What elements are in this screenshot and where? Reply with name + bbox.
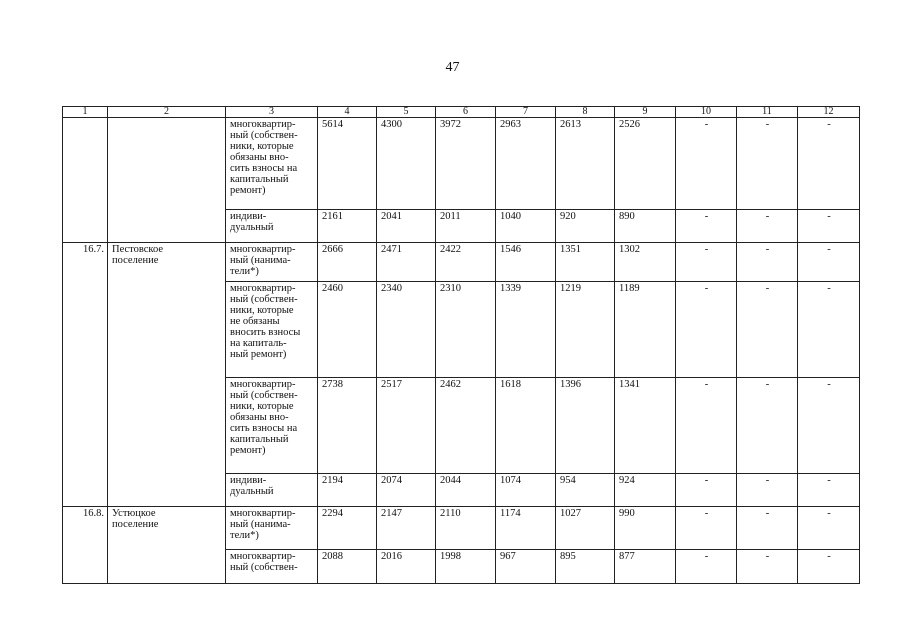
value-cell-col-12: -	[798, 282, 860, 378]
value-cell-col-4: 2666	[318, 243, 377, 282]
value-cell-col-8: 1351	[556, 243, 615, 282]
value-cell-col-8: 895	[556, 550, 615, 584]
value-cell-col-10: -	[676, 118, 737, 210]
value-cell-col-9: 2526	[615, 118, 676, 210]
value-cell-col-8: 2613	[556, 118, 615, 210]
column-header-6: 6	[436, 107, 496, 118]
housing-type: индиви- дуальный	[226, 210, 318, 243]
housing-type: многоквартир- ный (собствен- ники, которые не обязаны вносить взносы на капиталь- ный ремонт)	[226, 282, 318, 378]
value-cell-col-12: -	[798, 550, 860, 584]
value-cell-col-7: 967	[496, 550, 556, 584]
column-header-7: 7	[496, 107, 556, 118]
value-cell-col-5: 2340	[377, 282, 436, 378]
value-cell-col-10: -	[676, 243, 737, 282]
value-cell-col-4: 2194	[318, 474, 377, 507]
column-header-4: 4	[318, 107, 377, 118]
column-header-1: 1	[63, 107, 108, 118]
settlement-number: 16.8.	[63, 507, 108, 584]
value-cell-col-12: -	[798, 474, 860, 507]
value-cell-col-4: 2294	[318, 507, 377, 550]
value-cell-col-7: 2963	[496, 118, 556, 210]
column-header-3: 3	[226, 107, 318, 118]
value-cell-col-11: -	[737, 282, 798, 378]
value-cell-col-7: 1546	[496, 243, 556, 282]
column-header-10: 10	[676, 107, 737, 118]
value-cell-col-4: 2161	[318, 210, 377, 243]
value-cell-col-5: 2041	[377, 210, 436, 243]
value-cell-col-11: -	[737, 550, 798, 584]
table-body	[63, 118, 860, 584]
value-cell-col-11: -	[737, 118, 798, 210]
value-cell-col-11: -	[737, 243, 798, 282]
settlement-number	[63, 118, 108, 243]
value-cell-col-6: 3972	[436, 118, 496, 210]
value-cell-col-4: 2088	[318, 550, 377, 584]
tariff-table	[62, 106, 860, 584]
value-cell-col-10: -	[676, 550, 737, 584]
column-header-11: 11	[737, 107, 798, 118]
settlement-name: Пестовское поселение	[108, 243, 226, 507]
value-cell-col-8: 1219	[556, 282, 615, 378]
value-cell-col-6: 2110	[436, 507, 496, 550]
value-cell-col-9: 924	[615, 474, 676, 507]
value-cell-col-11: -	[737, 378, 798, 474]
value-cell-col-5: 2016	[377, 550, 436, 584]
value-cell-col-6: 2044	[436, 474, 496, 507]
value-cell-col-12: -	[798, 507, 860, 550]
page-number: 47	[445, 60, 460, 75]
value-cell-col-9: 1189	[615, 282, 676, 378]
value-cell-col-11: -	[737, 507, 798, 550]
value-cell-col-12: -	[798, 118, 860, 210]
value-cell-col-4: 2460	[318, 282, 377, 378]
settlement-name: Устюцкое поселение	[108, 507, 226, 584]
housing-type: многоквартир- ный (нанима- тели*)	[226, 243, 318, 282]
value-cell-col-7: 1040	[496, 210, 556, 243]
settlement-number: 16.7.	[63, 243, 108, 507]
value-cell-col-4: 2738	[318, 378, 377, 474]
column-header-8: 8	[556, 107, 615, 118]
housing-type: многоквартир- ный (собствен-	[226, 550, 318, 584]
value-cell-col-11: -	[737, 474, 798, 507]
table-row	[63, 118, 860, 210]
housing-type: индиви- дуальный	[226, 474, 318, 507]
value-cell-col-6: 2310	[436, 282, 496, 378]
value-cell-col-6: 2011	[436, 210, 496, 243]
table-row	[63, 243, 860, 282]
value-cell-col-10: -	[676, 282, 737, 378]
value-cell-col-6: 2422	[436, 243, 496, 282]
table-row	[63, 507, 860, 550]
value-cell-col-10: -	[676, 210, 737, 243]
value-cell-col-8: 920	[556, 210, 615, 243]
value-cell-col-8: 1396	[556, 378, 615, 474]
value-cell-col-11: -	[737, 210, 798, 243]
value-cell-col-9: 877	[615, 550, 676, 584]
value-cell-col-5: 4300	[377, 118, 436, 210]
value-cell-col-10: -	[676, 378, 737, 474]
value-cell-col-9: 990	[615, 507, 676, 550]
housing-type: многоквартир- ный (нанима- тели*)	[226, 507, 318, 550]
value-cell-col-5: 2147	[377, 507, 436, 550]
value-cell-col-7: 1618	[496, 378, 556, 474]
value-cell-col-10: -	[676, 507, 737, 550]
value-cell-col-4: 5614	[318, 118, 377, 210]
column-number-row	[63, 107, 860, 118]
housing-type: многоквартир- ный (собствен- ники, которые обязаны вно- сить взносы на капитальный ремонт)	[226, 118, 318, 210]
value-cell-col-9: 1302	[615, 243, 676, 282]
value-cell-col-8: 954	[556, 474, 615, 507]
value-cell-col-7: 1339	[496, 282, 556, 378]
settlement-name	[108, 118, 226, 243]
value-cell-col-10: -	[676, 474, 737, 507]
value-cell-col-6: 2462	[436, 378, 496, 474]
value-cell-col-9: 890	[615, 210, 676, 243]
value-cell-col-12: -	[798, 378, 860, 474]
housing-type: многоквартир- ный (собствен- ники, которые обязаны вно- сить взносы на капитальный ремонт)	[226, 378, 318, 474]
value-cell-col-12: -	[798, 210, 860, 243]
value-cell-col-7: 1074	[496, 474, 556, 507]
value-cell-col-7: 1174	[496, 507, 556, 550]
value-cell-col-5: 2471	[377, 243, 436, 282]
value-cell-col-9: 1341	[615, 378, 676, 474]
value-cell-col-6: 1998	[436, 550, 496, 584]
column-header-9: 9	[615, 107, 676, 118]
column-header-5: 5	[377, 107, 436, 118]
column-header-2: 2	[108, 107, 226, 118]
value-cell-col-5: 2074	[377, 474, 436, 507]
value-cell-col-12: -	[798, 243, 860, 282]
value-cell-col-5: 2517	[377, 378, 436, 474]
column-header-12: 12	[798, 107, 860, 118]
value-cell-col-8: 1027	[556, 507, 615, 550]
